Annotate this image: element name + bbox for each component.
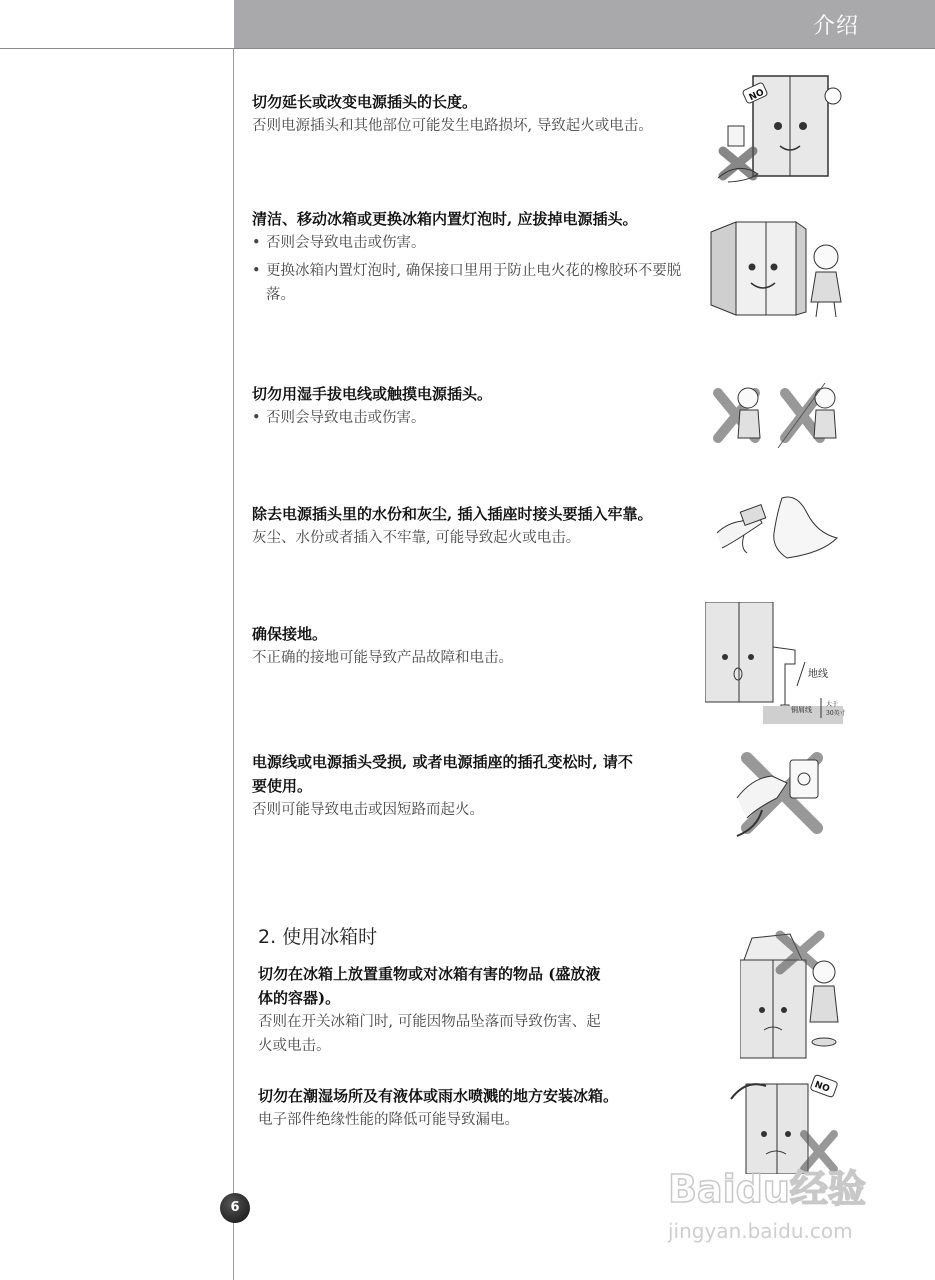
- depth-label-1: 大于: [826, 701, 839, 708]
- copper-wire-label: 铜屑线: [791, 706, 812, 714]
- section-title: 2. 使用冰箱时: [258, 926, 378, 948]
- item-heading: 切勿用湿手拔电线或触摸电源插头。: [252, 385, 493, 403]
- warning-item-5: [252, 622, 702, 670]
- grounding-illustration: [705, 602, 865, 727]
- fridge-no-extension-illustration: [708, 66, 848, 184]
- depth-label-2: 30英寸: [826, 710, 846, 717]
- item-bullet: • 更换冰箱内置灯泡时, 确保接口里用于防止电火花的橡胶环不要脱落。: [252, 259, 692, 307]
- item-heading: 清洁、移动冰箱或更换冰箱内置灯泡时, 应拔掉电源插头。: [252, 210, 638, 228]
- no-sign-text: NO: [747, 87, 766, 104]
- item-text: 否则可能导致电击或因短路而起火。: [252, 802, 484, 818]
- item-text: 否则电源插头和其他部位可能发生电路损坏, 导致起火或电击。: [252, 118, 653, 134]
- warning-item-1: [252, 90, 702, 138]
- item-heading: 切勿在冰箱上放置重物或对冰箱有害的物品 (盛放液体的容器)。: [258, 965, 601, 1007]
- heavy-object-illustration: [740, 930, 840, 1060]
- page-number: 6: [220, 1193, 250, 1223]
- ground-label: 地线: [808, 669, 828, 680]
- item-text: 灰尘、水份或者插入不牢靠, 可能导致起火或电击。: [252, 530, 581, 546]
- usage-item-2: [258, 1084, 698, 1132]
- header-left-area: [0, 0, 234, 49]
- no-sign-text-2: NO: [813, 1080, 831, 1095]
- warning-item-6: [252, 750, 642, 822]
- item-heading: 电源线或电源插头受损, 或者电源插座的插孔变松时, 请不要使用。: [252, 753, 633, 795]
- baidu-watermark: [660, 1160, 920, 1250]
- plug-cleaning-illustration: [712, 493, 842, 563]
- watermark-brand: Baidu经验: [668, 1167, 866, 1211]
- item-text: 不正确的接地可能导致产品故障和电击。: [252, 650, 513, 666]
- warning-item-4: [252, 502, 702, 550]
- usage-item-1: [258, 962, 608, 1058]
- item-bullet: • 否则会导致电击或伤害。: [252, 406, 702, 430]
- item-text: 电子部件绝缘性能的降低可能导致漏电。: [258, 1112, 519, 1128]
- warning-item-3: [252, 382, 702, 434]
- header-title: 介绍: [812, 14, 859, 39]
- item-bullet: • 否则会导致电击或伤害。: [252, 231, 692, 255]
- watermark-url: jingyan.baidu.com: [668, 1219, 853, 1243]
- item-heading: 除去电源插头里的水份和灰尘, 插入插座时接头要插入牢靠。: [252, 505, 653, 523]
- item-heading: 切勿延长或改变电源插头的长度。: [252, 93, 478, 111]
- warning-item-2: [252, 207, 692, 311]
- fridge-open-girl-illustration: [706, 217, 851, 322]
- wet-hands-illustration: [710, 378, 845, 453]
- item-heading: 切勿在潮湿场所及有液体或雨水喷溅的地方安装冰箱。: [258, 1087, 619, 1105]
- margin-divider: [233, 48, 234, 1280]
- damp-location-illustration: [726, 1074, 846, 1174]
- damaged-socket-illustration: [732, 748, 832, 840]
- header-band: [234, 0, 935, 49]
- item-text: 否则在开关冰箱门时, 可能因物品坠落而导致伤害、起火或电击。: [258, 1014, 601, 1054]
- item-heading: 确保接地。: [252, 625, 328, 643]
